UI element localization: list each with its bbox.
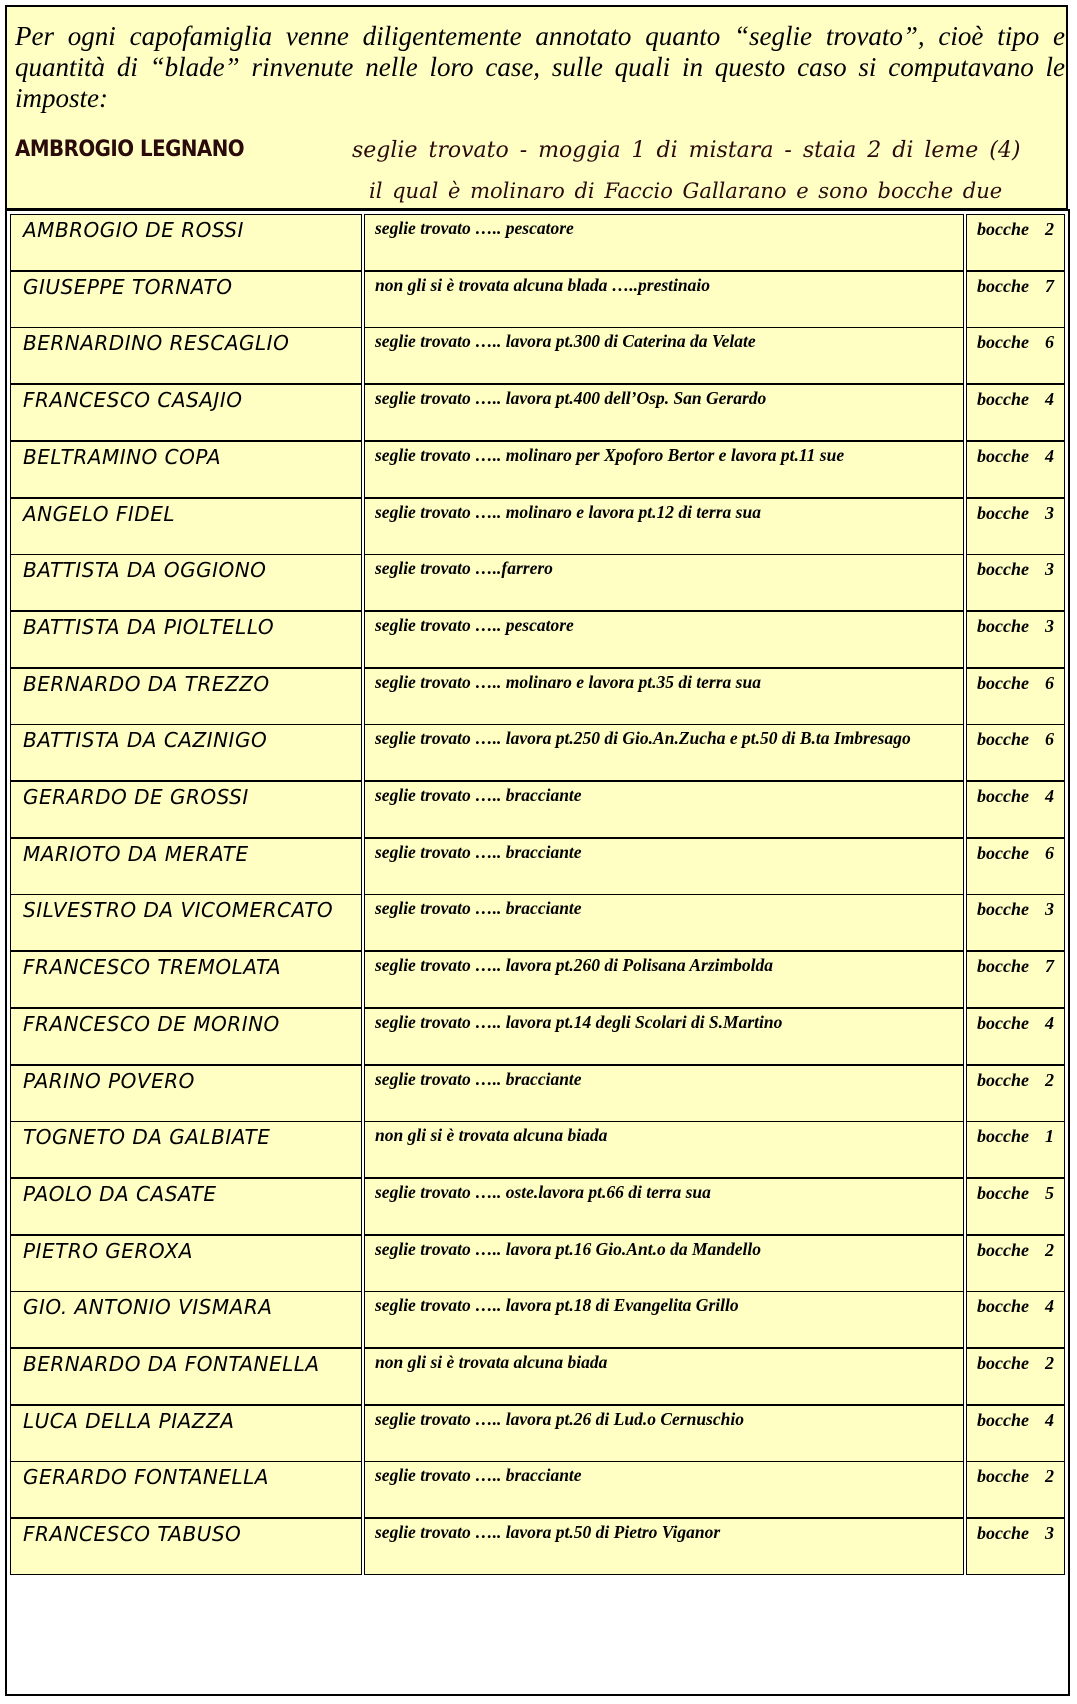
mouths-number: 2 — [1045, 1239, 1054, 1260]
mouths-label: bocche — [977, 1069, 1029, 1090]
household-note: seglie trovato ….. molinaro per Xpoforo Bertor e lavora pt.11 sue — [375, 444, 845, 465]
note-cell — [364, 1235, 964, 1292]
mouths-number: 6 — [1045, 672, 1054, 693]
household-note: seglie trovato ….. bracciante — [375, 1465, 582, 1486]
name-cell — [10, 1065, 362, 1122]
table-row — [10, 1121, 1065, 1178]
mouths-count — [977, 389, 1054, 410]
mouths-number: 4 — [1045, 1296, 1054, 1317]
table-row — [10, 1518, 1065, 1575]
mouths-cell — [966, 1121, 1065, 1178]
mouths-label: bocche — [977, 899, 1029, 920]
householder-name: BATTISTA DA OGGIONO — [23, 558, 267, 583]
household-note: seglie trovato ….. lavora pt.300 di Caterina da Velate — [375, 331, 756, 352]
name-cell — [10, 1178, 362, 1235]
mouths-count — [977, 559, 1054, 580]
note-cell — [364, 271, 964, 328]
mouths-number: 7 — [1045, 956, 1054, 977]
household-note: seglie trovato ….. lavora pt.14 degli Scolari di S.Martino — [375, 1011, 783, 1032]
householder-name: SILVESTRO DA VICOMERCATO — [23, 898, 334, 923]
mouths-count — [977, 1183, 1054, 1204]
header-box — [5, 5, 1068, 210]
mouths-label: bocche — [977, 672, 1029, 693]
household-note: seglie trovato ….. molinaro e lavora pt.12 di terra sua — [375, 501, 761, 522]
name-cell — [10, 668, 362, 725]
mouths-cell — [966, 838, 1065, 895]
table-row — [10, 724, 1065, 781]
first-entry-line2: il qual è molinaro di Faccio Gallarano e sono bocche due — [369, 179, 1003, 203]
mouths-count — [977, 729, 1054, 750]
table-row — [10, 894, 1065, 951]
mouths-cell — [966, 1065, 1065, 1122]
household-note: seglie trovato ….. lavora pt.26 di Lud.o Cernuschio — [375, 1408, 744, 1429]
table-row — [10, 1461, 1065, 1518]
note-cell — [364, 327, 964, 384]
table-row — [10, 781, 1065, 838]
name-cell — [10, 271, 362, 328]
note-cell — [364, 384, 964, 441]
table-row — [10, 441, 1065, 498]
note-cell — [364, 214, 964, 271]
mouths-cell — [966, 271, 1065, 328]
table-row — [10, 384, 1065, 441]
mouths-number: 6 — [1045, 729, 1054, 750]
mouths-label: bocche — [977, 842, 1029, 863]
note-cell — [364, 554, 964, 611]
mouths-label: bocche — [977, 1353, 1029, 1373]
household-note: non gli si è trovata alcuna blada …..prestinaio — [375, 274, 710, 295]
mouths-number: 1 — [1045, 1126, 1054, 1147]
mouths-number: 6 — [1045, 842, 1054, 863]
name-cell — [10, 1518, 362, 1575]
mouths-label: bocche — [977, 219, 1029, 239]
householder-name: GIUSEPPE TORNATO — [23, 274, 233, 299]
note-cell — [364, 1008, 964, 1065]
table-row — [10, 327, 1065, 384]
householder-name: FRANCESCO TABUSO — [23, 1522, 242, 1547]
mouths-cell — [966, 781, 1065, 838]
householder-name: FRANCESCO CASAJIO — [23, 388, 243, 413]
mouths-cell — [966, 384, 1065, 441]
mouths-number: 4 — [1045, 786, 1054, 806]
mouths-cell — [966, 554, 1065, 611]
note-cell — [364, 668, 964, 725]
mouths-number: 4 — [1045, 445, 1054, 466]
householder-name: BERNARDO DA TREZZO — [23, 671, 270, 696]
household-note: seglie trovato ….. pescatore — [375, 614, 574, 635]
name-cell — [10, 1235, 362, 1292]
mouths-count — [977, 446, 1054, 467]
household-note: seglie trovato ….. oste.lavora pt.66 di terra sua — [375, 1181, 711, 1202]
mouths-number: 3 — [1045, 559, 1054, 580]
mouths-cell — [966, 724, 1065, 781]
table-row — [10, 611, 1065, 668]
name-cell — [10, 951, 362, 1008]
householder-name: TOGNETO DA GALBIATE — [23, 1125, 271, 1150]
mouths-count — [977, 843, 1054, 864]
table-row — [10, 271, 1065, 328]
household-note: seglie trovato ….. lavora pt.260 di Polisana Arzimbolda — [375, 955, 773, 976]
note-cell — [364, 498, 964, 555]
mouths-cell — [966, 1178, 1065, 1235]
name-cell — [10, 498, 362, 555]
household-note: seglie trovato ….. lavora pt.16 Gio.Ant.o da Mandello — [375, 1238, 761, 1259]
note-cell — [364, 894, 964, 951]
mouths-number: 2 — [1045, 1353, 1054, 1373]
note-cell — [364, 838, 964, 895]
mouths-label: bocche — [977, 275, 1029, 296]
mouths-count — [977, 1466, 1054, 1487]
table-row — [10, 1291, 1065, 1348]
mouths-number: 3 — [1045, 1523, 1054, 1544]
mouths-count — [977, 1126, 1054, 1147]
mouths-cell — [966, 441, 1065, 498]
mouths-count — [977, 1070, 1054, 1091]
table-row — [10, 1405, 1065, 1462]
householder-name: BATTISTA DA CAZINIGO — [23, 728, 268, 753]
mouths-cell — [966, 1348, 1065, 1405]
name-cell — [10, 1121, 362, 1178]
mouths-label: bocche — [977, 1523, 1029, 1544]
household-note: seglie trovato …..farrero — [375, 558, 553, 579]
mouths-cell — [966, 1008, 1065, 1065]
mouths-label: bocche — [977, 389, 1029, 410]
mouths-count — [977, 1353, 1054, 1374]
mouths-count — [977, 1296, 1054, 1317]
mouths-label: bocche — [977, 1466, 1029, 1487]
mouths-number: 3 — [1045, 502, 1054, 523]
mouths-number: 4 — [1045, 389, 1054, 410]
household-note: seglie trovato ….. bracciante — [375, 785, 582, 805]
table-row — [10, 1008, 1065, 1065]
mouths-cell — [966, 1518, 1065, 1575]
mouths-label: bocche — [977, 1126, 1029, 1147]
name-cell — [10, 838, 362, 895]
name-cell — [10, 1291, 362, 1348]
mouths-cell — [966, 1235, 1065, 1292]
mouths-label: bocche — [977, 1296, 1029, 1317]
mouths-label: bocche — [977, 1409, 1029, 1430]
table-row — [10, 214, 1065, 271]
mouths-cell — [966, 951, 1065, 1008]
householder-name: BELTRAMINO COPA — [23, 444, 222, 469]
householder-name: GIO. ANTONIO VISMARA — [23, 1295, 273, 1320]
table-row — [10, 1348, 1065, 1405]
mouths-label: bocche — [977, 502, 1029, 523]
name-cell — [10, 894, 362, 951]
mouths-count — [977, 1523, 1054, 1544]
mouths-number: 4 — [1045, 1012, 1054, 1033]
table-row — [10, 951, 1065, 1008]
note-cell — [364, 1178, 964, 1235]
household-note: seglie trovato ….. lavora pt.250 di Gio.An.Zucha e pt.50 di B.ta Imbresago — [375, 728, 911, 749]
householder-name: MARIOTO DA MERATE — [23, 841, 249, 866]
name-cell — [10, 441, 362, 498]
mouths-count — [977, 332, 1054, 353]
householder-name: FRANCESCO DE MORINO — [23, 1011, 280, 1036]
name-cell — [10, 1405, 362, 1462]
mouths-label: bocche — [977, 615, 1029, 636]
mouths-number: 2 — [1045, 219, 1054, 239]
name-cell — [10, 1348, 362, 1405]
household-note: non gli si è trovata alcuna biada — [375, 1125, 608, 1146]
household-note: seglie trovato ….. bracciante — [375, 841, 582, 862]
mouths-cell — [966, 327, 1065, 384]
householder-name: ANGELO FIDEL — [23, 501, 175, 526]
householder-name: BATTISTA DA PIOLTELLO — [23, 614, 275, 639]
mouths-count — [977, 899, 1054, 920]
mouths-number: 2 — [1045, 1466, 1054, 1487]
household-note: seglie trovato ….. pescatore — [375, 218, 574, 238]
mouths-count — [977, 219, 1054, 240]
mouths-label: bocche — [977, 1239, 1029, 1260]
note-cell — [364, 1348, 964, 1405]
name-cell — [10, 781, 362, 838]
note-cell — [364, 611, 964, 668]
mouths-number: 6 — [1045, 332, 1054, 353]
note-cell — [364, 1518, 964, 1575]
intro-paragraph: Per ogni capofamiglia venne diligentemente annotato quanto “seglie trovato”, cioè tipo e quantità di “blade” rinvenute nelle loro case, sulle quali in questo caso si computavano le imposte: — [15, 21, 1065, 113]
mouths-cell — [966, 1461, 1065, 1518]
householder-name: PIETRO GEROXA — [23, 1238, 193, 1263]
household-note: seglie trovato ….. lavora pt.400 dell’Osp. San Gerardo — [375, 388, 767, 409]
mouths-count — [977, 503, 1054, 524]
mouths-label: bocche — [977, 1182, 1029, 1203]
mouths-count — [977, 1410, 1054, 1431]
name-cell — [10, 384, 362, 441]
mouths-number: 2 — [1045, 1069, 1054, 1090]
table-row — [10, 1065, 1065, 1122]
note-cell — [364, 1121, 964, 1178]
mouths-cell — [966, 611, 1065, 668]
note-cell — [364, 1461, 964, 1518]
name-cell — [10, 1461, 362, 1518]
table-row — [10, 554, 1065, 611]
note-cell — [364, 1065, 964, 1122]
mouths-cell — [966, 668, 1065, 725]
table-row — [10, 668, 1065, 725]
name-cell — [10, 611, 362, 668]
name-cell — [10, 214, 362, 271]
mouths-count — [977, 616, 1054, 637]
householder-name: PARINO POVERO — [23, 1068, 195, 1093]
household-note: seglie trovato ….. bracciante — [375, 1068, 582, 1089]
household-note: non gli si è trovata alcuna biada — [375, 1352, 608, 1372]
table-row — [10, 1178, 1065, 1235]
mouths-count — [977, 1240, 1054, 1261]
householder-name: GERARDO DE GROSSI — [23, 785, 249, 809]
note-cell — [364, 1291, 964, 1348]
note-cell — [364, 951, 964, 1008]
table-row — [10, 498, 1065, 555]
householder-name: LUCA DELLA PIAZZA — [23, 1408, 235, 1433]
householder-name: BERNARDO DA FONTANELLA — [23, 1352, 320, 1376]
mouths-label: bocche — [977, 729, 1029, 750]
first-entry-line1: seglie trovato - moggia 1 di mistara - staia 2 di leme (4) — [352, 138, 1021, 163]
name-cell — [10, 327, 362, 384]
note-cell — [364, 724, 964, 781]
name-cell — [10, 554, 362, 611]
name-cell — [10, 724, 362, 781]
household-note: seglie trovato ….. lavora pt.18 di Evangelita Grillo — [375, 1295, 739, 1316]
table-row — [10, 838, 1065, 895]
note-cell — [364, 781, 964, 838]
household-note: seglie trovato ….. molinaro e lavora pt.35 di terra sua — [375, 671, 761, 692]
mouths-number: 3 — [1045, 615, 1054, 636]
table-row — [10, 1235, 1065, 1292]
note-cell — [364, 1405, 964, 1462]
householder-name: BERNARDINO RESCAGLIO — [23, 331, 290, 356]
householder-name: GERARDO FONTANELLA — [23, 1465, 269, 1490]
mouths-cell — [966, 894, 1065, 951]
mouths-cell — [966, 1291, 1065, 1348]
mouths-label: bocche — [977, 559, 1029, 580]
mouths-count — [977, 276, 1054, 297]
mouths-label: bocche — [977, 956, 1029, 977]
mouths-cell — [966, 214, 1065, 271]
mouths-label: bocche — [977, 786, 1029, 806]
first-entry-name: AMBROGIO LEGNANO — [15, 137, 245, 162]
mouths-number: 5 — [1045, 1182, 1054, 1203]
mouths-label: bocche — [977, 445, 1029, 466]
household-note: seglie trovato ….. lavora pt.50 di Pietro Viganor — [375, 1522, 721, 1543]
mouths-number: 4 — [1045, 1409, 1054, 1430]
household-note: seglie trovato ….. bracciante — [375, 898, 582, 919]
householder-name: AMBROGIO DE ROSSI — [23, 218, 244, 242]
householder-name: FRANCESCO TREMOLATA — [23, 955, 282, 980]
mouths-cell — [966, 498, 1065, 555]
note-cell — [364, 441, 964, 498]
mouths-number: 7 — [1045, 275, 1054, 296]
householder-name: PAOLO DA CASATE — [23, 1181, 217, 1206]
households-table — [5, 209, 1070, 1696]
mouths-cell — [966, 1405, 1065, 1462]
mouths-label: bocche — [977, 332, 1029, 353]
mouths-count — [977, 673, 1054, 694]
mouths-count — [977, 956, 1054, 977]
mouths-number: 3 — [1045, 899, 1054, 920]
mouths-label: bocche — [977, 1012, 1029, 1033]
name-cell — [10, 1008, 362, 1065]
mouths-count — [977, 786, 1054, 807]
mouths-count — [977, 1013, 1054, 1034]
